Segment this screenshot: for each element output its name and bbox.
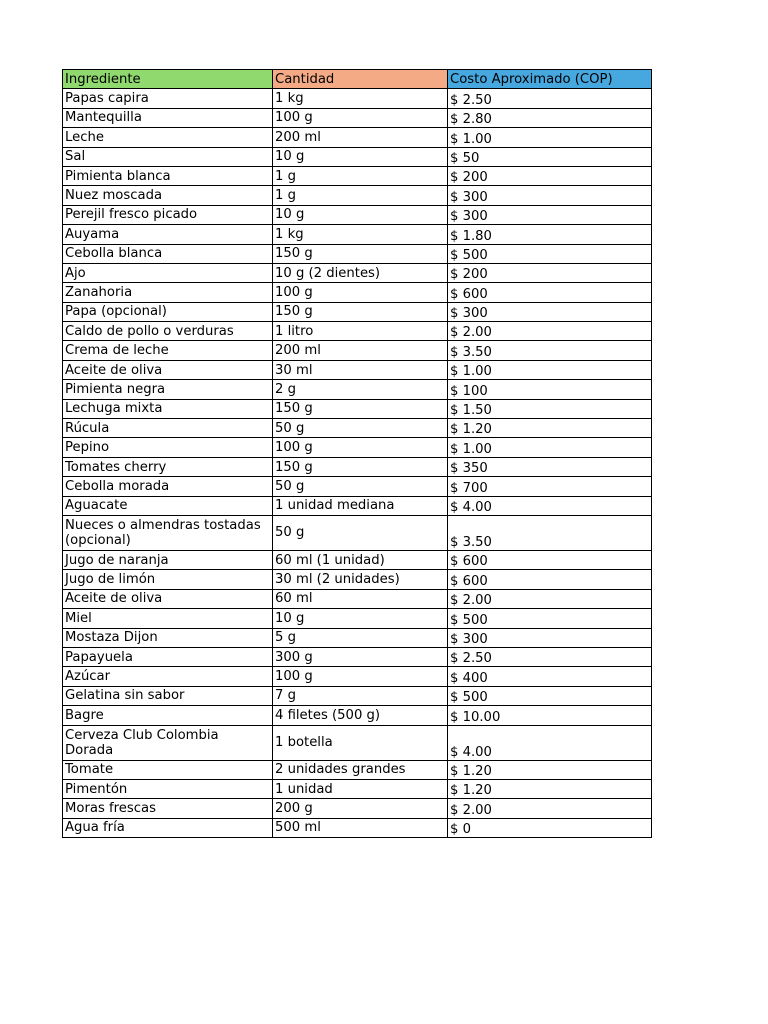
table-row (63, 283, 652, 302)
table-row (63, 360, 652, 379)
cell-cantidad: 100 g (273, 108, 448, 127)
cell-costo: $ 2.00 (448, 799, 652, 818)
header-cantidad: Cantidad (273, 70, 448, 89)
cell-costo: $ 3.50 (448, 341, 652, 360)
table-row (63, 496, 652, 515)
cell-costo: $ 300 (448, 186, 652, 205)
cell-cantidad: 1 litro (273, 322, 448, 341)
cell-ingrediente: Tomate (63, 760, 273, 779)
cell-costo: $ 4.00 (448, 725, 652, 760)
cell-ingrediente: Tomates cherry (63, 457, 273, 476)
cell-costo: $ 300 (448, 628, 652, 647)
cell-cantidad: 30 ml (273, 360, 448, 379)
cell-costo: $ 1.20 (448, 760, 652, 779)
table-row (63, 550, 652, 569)
cell-cantidad: 4 filetes (500 g) (273, 706, 448, 725)
cell-cantidad: 50 g (273, 477, 448, 496)
cell-costo: $ 0 (448, 818, 652, 837)
cell-cantidad: 200 ml (273, 128, 448, 147)
cell-ingrediente: Agua fría (63, 818, 273, 837)
table-row (63, 667, 652, 686)
cell-cantidad: 1 g (273, 186, 448, 205)
cell-costo: $ 600 (448, 550, 652, 569)
cell-ingrediente: Ajo (63, 263, 273, 282)
cell-ingrediente: Aceite de oliva (63, 360, 273, 379)
cell-ingrediente: Azúcar (63, 667, 273, 686)
cell-costo: $ 4.00 (448, 496, 652, 515)
table-row (63, 725, 652, 760)
cell-costo: $ 2.00 (448, 589, 652, 608)
table-row (63, 89, 652, 108)
cell-cantidad: 300 g (273, 647, 448, 666)
table-row (63, 457, 652, 476)
table-row (63, 419, 652, 438)
cell-costo: $ 500 (448, 609, 652, 628)
cell-cantidad: 500 ml (273, 818, 448, 837)
table-row (63, 341, 652, 360)
cell-ingrediente: Moras frescas (63, 799, 273, 818)
table-row (63, 686, 652, 705)
cell-ingrediente: Gelatina sin sabor (63, 686, 273, 705)
cell-cantidad: 150 g (273, 244, 448, 263)
cell-cantidad: 50 g (273, 419, 448, 438)
cell-cantidad: 150 g (273, 399, 448, 418)
cell-cantidad: 10 g (273, 609, 448, 628)
cell-costo: $ 350 (448, 457, 652, 476)
table-row (63, 205, 652, 224)
table-row (63, 186, 652, 205)
table-row (63, 225, 652, 244)
cell-cantidad: 1 unidad (273, 779, 448, 798)
table-row (63, 706, 652, 725)
table-body (63, 89, 652, 838)
cell-costo: $ 600 (448, 570, 652, 589)
cell-ingrediente: Mostaza Dijon (63, 628, 273, 647)
header-row (63, 70, 652, 89)
table-row (63, 380, 652, 399)
cell-cantidad: 60 ml (1 unidad) (273, 550, 448, 569)
cell-ingrediente: Pimienta blanca (63, 166, 273, 185)
cell-ingrediente: Caldo de pollo o verduras (63, 322, 273, 341)
table-row (63, 647, 652, 666)
cell-costo: $ 600 (448, 283, 652, 302)
cell-costo: $ 1.00 (448, 360, 652, 379)
table-row (63, 628, 652, 647)
cell-costo: $ 1.50 (448, 399, 652, 418)
table-row (63, 477, 652, 496)
cell-costo: $ 10.00 (448, 706, 652, 725)
table-row (63, 818, 652, 837)
header-costo: Costo Aproximado (COP) (448, 70, 652, 89)
cell-costo: $ 300 (448, 205, 652, 224)
table-row (63, 609, 652, 628)
cell-ingrediente: Rúcula (63, 419, 273, 438)
cell-costo: $ 50 (448, 147, 652, 166)
table-row (63, 244, 652, 263)
cell-ingrediente: Mantequilla (63, 108, 273, 127)
ingredients-table (62, 69, 652, 838)
cell-costo: $ 400 (448, 667, 652, 686)
cell-costo: $ 300 (448, 302, 652, 321)
cell-ingrediente: Papa (opcional) (63, 302, 273, 321)
cell-ingrediente: Pimentón (63, 779, 273, 798)
cell-cantidad: 10 g (273, 147, 448, 166)
cell-cantidad: 150 g (273, 457, 448, 476)
cell-costo: $ 1.20 (448, 419, 652, 438)
cell-cantidad: 200 ml (273, 341, 448, 360)
table-row (63, 799, 652, 818)
cell-cantidad: 1 kg (273, 89, 448, 108)
cell-cantidad: 2 g (273, 380, 448, 399)
cell-ingrediente: Zanahoria (63, 283, 273, 302)
cell-cantidad: 100 g (273, 283, 448, 302)
table-row (63, 322, 652, 341)
cell-costo: $ 200 (448, 263, 652, 282)
cell-ingrediente: Cebolla morada (63, 477, 273, 496)
table-row (63, 399, 652, 418)
table-row (63, 779, 652, 798)
table-row (63, 302, 652, 321)
cell-cantidad: 60 ml (273, 589, 448, 608)
cell-costo: $ 100 (448, 380, 652, 399)
cell-ingrediente: Nuez moscada (63, 186, 273, 205)
cell-costo: $ 2.00 (448, 322, 652, 341)
cell-costo: $ 700 (448, 477, 652, 496)
cell-ingrediente: Auyama (63, 225, 273, 244)
cell-cantidad: 150 g (273, 302, 448, 321)
cell-ingrediente: Perejil fresco picado (63, 205, 273, 224)
cell-costo: $ 1.00 (448, 128, 652, 147)
table-row (63, 515, 652, 550)
cell-costo: $ 2.50 (448, 647, 652, 666)
cell-cantidad: 1 g (273, 166, 448, 185)
cell-cantidad: 200 g (273, 799, 448, 818)
table-row (63, 166, 652, 185)
table-row (63, 589, 652, 608)
cell-cantidad: 7 g (273, 686, 448, 705)
cell-cantidad: 2 unidades grandes (273, 760, 448, 779)
cell-costo: $ 500 (448, 686, 652, 705)
cell-cantidad: 30 ml (2 unidades) (273, 570, 448, 589)
cell-costo: $ 500 (448, 244, 652, 263)
cell-cantidad: 1 kg (273, 225, 448, 244)
cell-ingrediente: Papayuela (63, 647, 273, 666)
table-row (63, 760, 652, 779)
table-row (63, 263, 652, 282)
table-row (63, 438, 652, 457)
cell-cantidad: 100 g (273, 667, 448, 686)
cell-ingrediente: Cerveza Club Colombia Dorada (63, 725, 273, 760)
cell-ingrediente: Leche (63, 128, 273, 147)
cell-ingrediente: Sal (63, 147, 273, 166)
cell-cantidad: 1 botella (273, 725, 448, 760)
cell-ingrediente: Bagre (63, 706, 273, 725)
cell-ingrediente: Pepino (63, 438, 273, 457)
cell-cantidad: 1 unidad mediana (273, 496, 448, 515)
cell-cantidad: 10 g (2 dientes) (273, 263, 448, 282)
cell-cantidad: 5 g (273, 628, 448, 647)
cell-ingrediente: Pimienta negra (63, 380, 273, 399)
cell-costo: $ 3.50 (448, 515, 652, 550)
cell-cantidad: 10 g (273, 205, 448, 224)
table-row (63, 147, 652, 166)
cell-costo: $ 1.00 (448, 438, 652, 457)
table-row (63, 128, 652, 147)
cell-ingrediente: Lechuga mixta (63, 399, 273, 418)
cell-ingrediente: Aguacate (63, 496, 273, 515)
cell-costo: $ 200 (448, 166, 652, 185)
cell-costo: $ 2.50 (448, 89, 652, 108)
cell-ingrediente: Aceite de oliva (63, 589, 273, 608)
cell-ingrediente: Papas capira (63, 89, 273, 108)
cell-cantidad: 50 g (273, 515, 448, 550)
cell-ingrediente: Miel (63, 609, 273, 628)
table-row (63, 570, 652, 589)
cell-costo: $ 1.20 (448, 779, 652, 798)
cell-ingrediente: Nueces o almendras tostadas (opcional) (63, 515, 273, 550)
table-row (63, 108, 652, 127)
cell-cantidad: 100 g (273, 438, 448, 457)
cell-costo: $ 2.80 (448, 108, 652, 127)
cell-ingrediente: Jugo de naranja (63, 550, 273, 569)
cell-ingrediente: Crema de leche (63, 341, 273, 360)
cell-ingrediente: Jugo de limón (63, 570, 273, 589)
cell-ingrediente: Cebolla blanca (63, 244, 273, 263)
cell-costo: $ 1.80 (448, 225, 652, 244)
header-ingrediente: Ingrediente (63, 70, 273, 89)
